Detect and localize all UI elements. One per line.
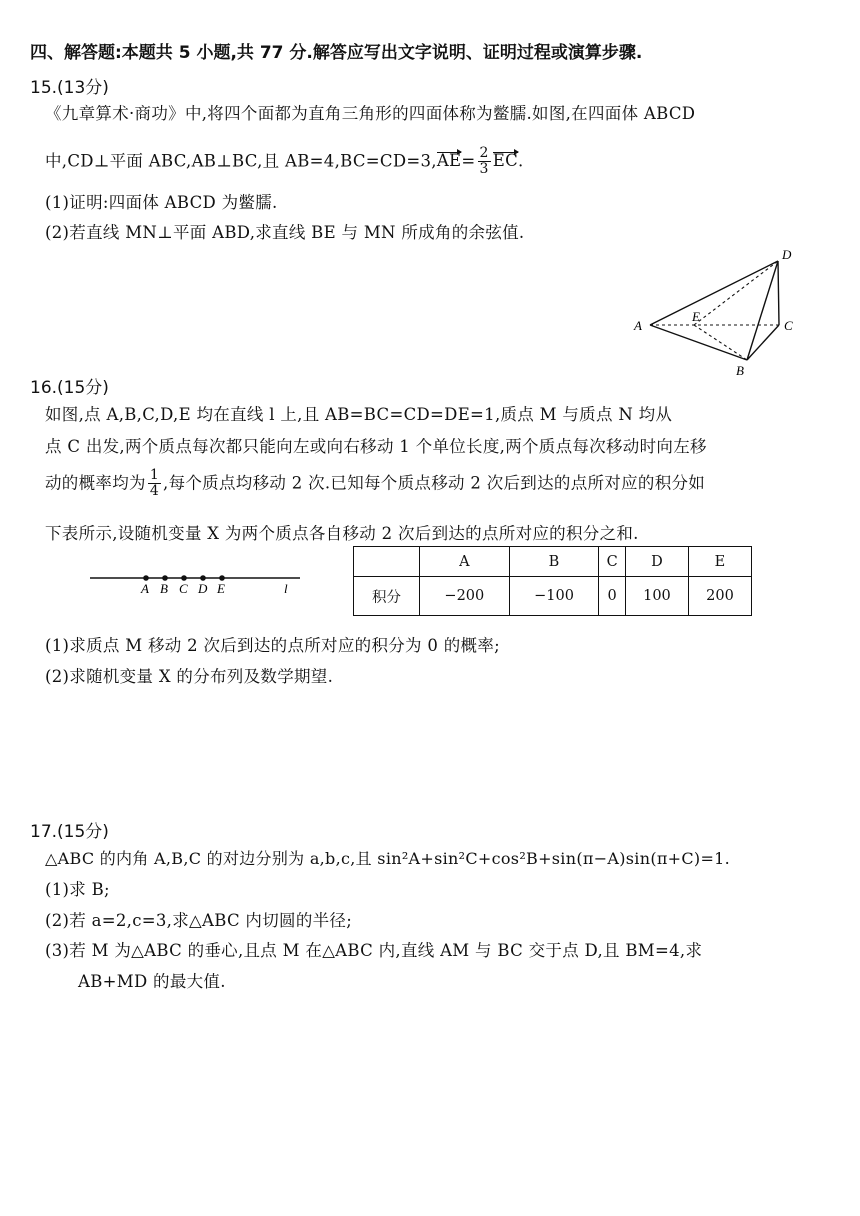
label-point-e: E [217,581,225,596]
label-point-a: A [141,581,149,596]
point-b [162,575,168,581]
point-a [143,575,149,581]
fraction-one-quarter [148,468,161,500]
question-16-part-2: (2)求随机变量 X 的分布列及数学期望. [45,667,334,686]
tetrahedron-figure [630,244,810,380]
table-header-row [354,547,752,577]
table-row-label: 积分 [354,577,420,616]
question-17-part-3-line-1: (3)若 M 为△ABC 的垂心,且点 M 在△ABC 内,直线 AM 与 BC 交于点 D,且 BM=4,求 [45,941,703,960]
question-16-line-3-prefix: 动的概率均为 [45,473,146,493]
question-15-line-2-text: 中,CD⊥平面 ABC,AB⊥BC,且 AB=4,BC=CD=3, [45,151,437,171]
fraction-denominator: 4 [149,483,160,500]
segment-be-hidden [694,325,747,360]
table-cell: E [688,547,751,577]
equals-sign: = [461,151,476,171]
table-row [354,577,752,616]
table-cell: A [420,547,510,577]
point-d [200,575,206,581]
score-table [353,546,752,616]
table-cell: B [509,547,599,577]
period: . [518,151,524,171]
label-c: C [784,318,793,333]
label-point-d: D [198,581,208,596]
question-17-part-3-line-2: AB+MD 的最大值. [78,972,226,991]
table-cell: 100 [625,577,688,616]
question-17-number: 17.(15分) [30,822,109,842]
table-cell: 200 [688,577,751,616]
question-16-line-3 [45,468,705,500]
question-16-line-1: 如图,点 A,B,C,D,E 均在直线 l 上,且 AB=BC=CD=DE=1,质点 M 与质点 N 均从 [45,405,673,424]
label-point-b: B [160,581,168,596]
fraction-denominator: 3 [479,161,489,178]
question-15-number: 15.(13分) [30,78,109,98]
question-17-part-2: (2)若 a=2,c=3,求△ABC 内切圆的半径; [45,911,353,930]
edge-ad [650,261,778,325]
question-17-line-1: △ABC 的内角 A,B,C 的对边分别为 a,b,c,且 sin²A+sin²C+cos²B+sin(π−A)sin(π+C)=1. [45,849,731,868]
label-a: A [634,318,642,333]
table-cell: C [599,547,626,577]
fraction-two-thirds [478,146,491,178]
point-c [181,575,187,581]
label-d: D [782,247,792,262]
question-16-line-4: 下表所示,设随机变量 X 为两个质点各自移动 2 次后到达的点所对应的积分之和. [45,524,639,543]
question-16-line-3-suffix: ,每个质点均移动 2 次.已知每个质点移动 2 次后到达的点所对应的积分如 [163,473,706,493]
segment-de-hidden [694,261,778,325]
edge-bd [747,261,778,360]
question-15-line-2 [45,146,524,178]
table-cell: 0 [599,577,626,616]
question-15-part-2: (2)若直线 MN⊥平面 ABD,求直线 BE 与 MN 所成角的余弦值. [45,223,525,242]
question-16-line-2: 点 C 出发,两个质点每次都只能向左或向右移动 1 个单位长度,两个质点每次移动时向左移 [45,437,707,456]
question-15-part-1: (1)证明:四面体 ABCD 为鳖臑. [45,193,278,212]
question-16-number: 16.(15分) [30,378,109,398]
label-e: E [692,309,700,324]
question-15-line-1: 《九章算术·商功》中,将四个面都为直角三角形的四面体称为鳖臑.如图,在四面体 ABCD [45,104,696,123]
edge-cd [778,261,779,325]
fraction-numerator: 2 [479,145,489,161]
vector-ec: EC [492,151,519,171]
point-e [219,575,225,581]
edge-ab [650,325,747,360]
label-point-c: C [179,581,188,596]
table-cell: −100 [509,577,599,616]
fraction-numerator: 1 [149,467,160,483]
table-cell: −200 [420,577,510,616]
number-line-figure [88,568,308,600]
table-cell: D [625,547,688,577]
table-cell [354,547,420,577]
question-17-part-1: (1)求 B; [45,880,110,899]
vector-ae: AE [436,151,462,171]
label-b: B [736,363,744,378]
question-16-part-1: (1)求质点 M 移动 2 次后到达的点所对应的积分为 0 的概率; [45,636,500,655]
section-title: 四、解答题:本题共 5 小题,共 77 分.解答应写出文字说明、证明过程或演算步骤. [30,43,643,63]
label-l: l [284,581,288,596]
